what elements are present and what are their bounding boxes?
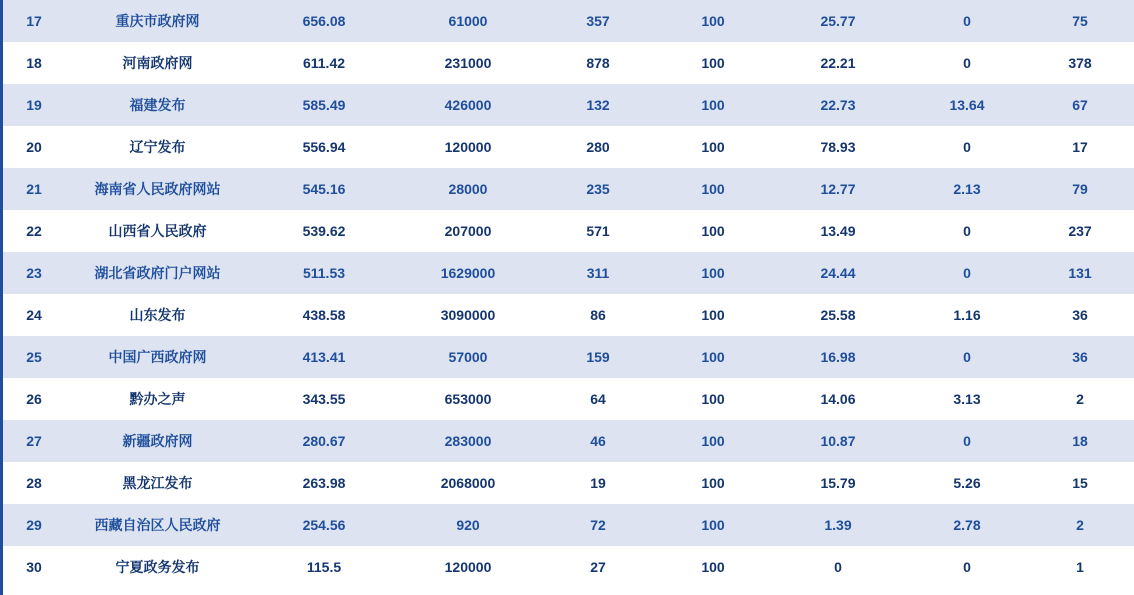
- table-cell-c2: 280: [586, 139, 610, 155]
- table-cell-c3: 100: [701, 97, 725, 113]
- table-cell-score: 263.98: [302, 475, 346, 491]
- table-cell-c4: 16.98: [820, 349, 856, 365]
- table-cell-c5: 0: [963, 433, 971, 449]
- table-cell-c1: 653000: [444, 391, 492, 407]
- table-cell-rank: 24: [26, 307, 42, 323]
- table-cell-score: 611.42: [302, 55, 346, 71]
- table-cell-c3: 100: [701, 307, 725, 323]
- table-cell-score: 656.08: [302, 13, 346, 29]
- table-cell-c6: 79: [1072, 181, 1088, 197]
- table-cell-c3: 100: [701, 349, 725, 365]
- table-cell-c6: 15: [1072, 475, 1088, 491]
- table-cell-name: 黔办之声: [129, 391, 186, 407]
- table-cell-name: 宁夏政务发布: [115, 559, 200, 575]
- ranking-table-body: [3, 0, 1134, 588]
- table-cell-c2: 64: [590, 391, 606, 407]
- table-cell-c6: 36: [1072, 349, 1088, 365]
- table-cell-name: 山西省人民政府: [108, 223, 207, 239]
- table-cell-c4: 22.73: [820, 97, 856, 113]
- table-cell-c3: 100: [701, 139, 725, 155]
- table-cell-rank: 30: [26, 559, 42, 575]
- table-cell-c1: 3090000: [440, 307, 496, 323]
- table-cell-c3: 100: [701, 55, 725, 71]
- table-cell-score: 585.49: [302, 97, 346, 113]
- table-cell-c4: 10.87: [820, 433, 856, 449]
- table-cell-c1: 207000: [444, 223, 492, 239]
- table-cell-c6: 17: [1072, 139, 1088, 155]
- table-cell-c4: 22.21: [820, 55, 856, 71]
- table-cell-c5: 2.78: [953, 517, 981, 533]
- table-row: [3, 42, 1134, 84]
- table-cell-c5: 0: [963, 223, 971, 239]
- table-cell-c6: 378: [1068, 55, 1092, 71]
- table-cell-c6: 2: [1076, 517, 1084, 533]
- table-cell-rank: 23: [26, 265, 42, 281]
- table-cell-c3: 100: [701, 13, 725, 29]
- table-cell-c6: 36: [1072, 307, 1088, 323]
- table-cell-c1: 1629000: [440, 265, 496, 281]
- table-cell-c5: 0: [963, 139, 971, 155]
- table-cell-c2: 19: [590, 475, 606, 491]
- table-cell-c6: 2: [1076, 391, 1084, 407]
- table-cell-c5: 0: [963, 349, 971, 365]
- table-cell-c5: 13.64: [949, 97, 985, 113]
- table-row: [3, 252, 1134, 294]
- table-cell-c1: 283000: [444, 433, 492, 449]
- table-cell-c6: 1: [1076, 559, 1084, 575]
- table-row: [3, 294, 1134, 336]
- table-cell-c1: 57000: [448, 349, 488, 365]
- table-cell-c4: 0: [834, 559, 842, 575]
- table-cell-name: 新疆政府网: [122, 433, 193, 449]
- table-row: [3, 0, 1134, 42]
- table-cell-c5: 3.13: [953, 391, 981, 407]
- table-cell-c6: 67: [1072, 97, 1088, 113]
- table-cell-rank: 17: [26, 13, 42, 29]
- table-cell-score: 511.53: [302, 265, 346, 281]
- table-cell-c1: 231000: [444, 55, 492, 71]
- table-cell-c3: 100: [701, 223, 725, 239]
- table-cell-rank: 18: [26, 55, 42, 71]
- table-cell-c1: 920: [456, 517, 480, 533]
- table-cell-c2: 86: [590, 307, 606, 323]
- table-cell-c4: 25.58: [820, 307, 856, 323]
- table-cell-c6: 237: [1068, 223, 1092, 239]
- table-cell-rank: 20: [26, 139, 42, 155]
- table-cell-c4: 15.79: [820, 475, 856, 491]
- table-cell-rank: 29: [26, 517, 42, 533]
- table-cell-c1: 61000: [448, 13, 488, 29]
- table-cell-c4: 24.44: [820, 265, 856, 281]
- table-row: [3, 462, 1134, 504]
- table-cell-name: 重庆市政府网: [115, 13, 200, 29]
- table-cell-score: 413.41: [302, 349, 346, 365]
- table-row: [3, 546, 1134, 588]
- table-cell-c2: 311: [586, 265, 610, 281]
- table-cell-rank: 19: [26, 97, 42, 113]
- table-row: [3, 420, 1134, 462]
- table-row: [3, 504, 1134, 546]
- table-cell-score: 556.94: [302, 139, 346, 155]
- table-cell-c1: 120000: [444, 559, 492, 575]
- table-row: [3, 84, 1134, 126]
- table-cell-score: 115.5: [306, 559, 342, 575]
- table-cell-c2: 159: [586, 349, 610, 365]
- table-cell-c1: 426000: [444, 97, 492, 113]
- table-cell-rank: 27: [26, 433, 42, 449]
- table-cell-c2: 878: [586, 55, 610, 71]
- table-cell-c3: 100: [701, 559, 725, 575]
- table-cell-c4: 25.77: [820, 13, 856, 29]
- table-cell-c5: 2.13: [953, 181, 981, 197]
- table-cell-name: 湖北省政府门户网站: [94, 265, 221, 281]
- table-cell-c3: 100: [701, 517, 725, 533]
- table-cell-score: 254.56: [302, 517, 346, 533]
- ranking-table: [3, 0, 1134, 588]
- table-cell-c4: 14.06: [820, 391, 856, 407]
- table-cell-rank: 21: [26, 181, 42, 197]
- table-row: [3, 378, 1134, 420]
- table-cell-c3: 100: [701, 433, 725, 449]
- table-cell-c3: 100: [701, 475, 725, 491]
- table-cell-c1: 28000: [448, 181, 488, 197]
- table-cell-c4: 78.93: [820, 139, 856, 155]
- table-cell-c1: 120000: [444, 139, 492, 155]
- table-cell-c2: 571: [586, 223, 610, 239]
- table-cell-c4: 13.49: [820, 223, 856, 239]
- table-cell-c4: 1.39: [824, 517, 852, 533]
- table-cell-c3: 100: [701, 265, 725, 281]
- table-row: [3, 168, 1134, 210]
- table-cell-c3: 100: [701, 181, 725, 197]
- table-cell-c3: 100: [701, 391, 725, 407]
- table-cell-c6: 131: [1068, 265, 1092, 281]
- table-cell-name: 西藏自治区人民政府: [94, 517, 221, 533]
- table-cell-rank: 28: [26, 475, 42, 491]
- table-cell-c5: 0: [963, 559, 971, 575]
- table-row: [3, 126, 1134, 168]
- table-cell-c4: 12.77: [820, 181, 856, 197]
- table-row: [3, 210, 1134, 252]
- table-cell-c2: 27: [590, 559, 606, 575]
- table-row: [3, 336, 1134, 378]
- table-cell-c5: 5.26: [953, 475, 981, 491]
- table-cell-score: 280.67: [302, 433, 346, 449]
- table-cell-name: 辽宁发布: [129, 139, 186, 155]
- table-cell-c5: 0: [963, 55, 971, 71]
- table-cell-score: 343.55: [302, 391, 346, 407]
- table-cell-score: 438.58: [302, 307, 346, 323]
- table-cell-c5: 1.16: [953, 307, 981, 323]
- table-cell-score: 539.62: [302, 223, 346, 239]
- table-cell-name: 河南政府网: [122, 55, 193, 71]
- table-cell-name: 海南省人民政府网站: [94, 181, 221, 197]
- table-cell-name: 福建发布: [129, 97, 186, 113]
- table-cell-c6: 75: [1072, 13, 1088, 29]
- table-cell-rank: 26: [26, 391, 42, 407]
- table-cell-c2: 46: [590, 433, 606, 449]
- table-cell-name: 中国广西政府网: [108, 349, 207, 365]
- table-cell-c5: 0: [963, 265, 971, 281]
- table-cell-score: 545.16: [302, 181, 346, 197]
- table-cell-c5: 0: [963, 13, 971, 29]
- table-cell-c2: 72: [590, 517, 606, 533]
- table-cell-rank: 22: [26, 223, 42, 239]
- table-cell-c1: 2068000: [440, 475, 496, 491]
- table-cell-c2: 235: [586, 181, 610, 197]
- table-cell-name: 黑龙江发布: [122, 475, 193, 491]
- table-cell-name: 山东发布: [129, 307, 186, 323]
- table-cell-c6: 18: [1072, 433, 1088, 449]
- table-cell-c2: 132: [586, 97, 610, 113]
- table-cell-c2: 357: [586, 13, 610, 29]
- table-cell-rank: 25: [26, 349, 42, 365]
